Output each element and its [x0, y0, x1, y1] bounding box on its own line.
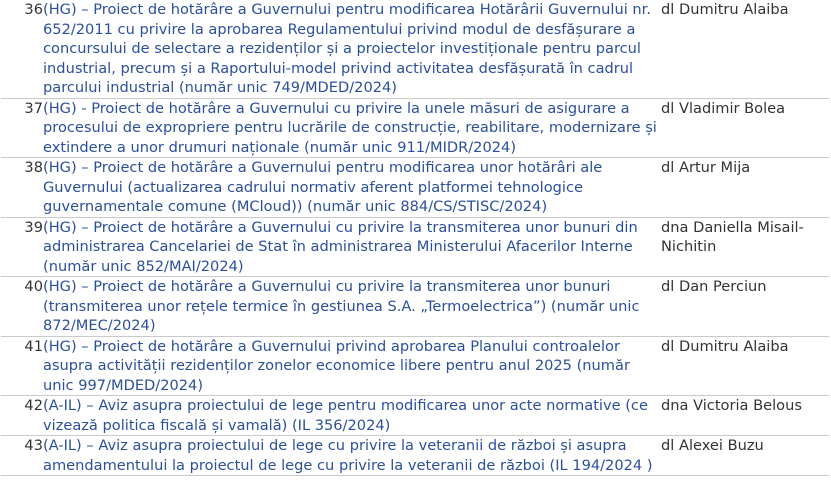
item-presenter: dl Artur Mija [661, 158, 829, 218]
item-number: 37 [1, 98, 43, 158]
table-row [1, 98, 829, 158]
table-row [1, 158, 829, 218]
item-title-link[interactable]: (HG) - Proiect de hotărâre a Guvernului cu privire la unele măsuri de asigurare a procesului de expropriere pentru lucrările de construcție, reabilitare, modernizare și extindere a unor drumuri naționale (număr unic 911/MIDR/2024) [43, 99, 657, 156]
item-number: 39 [1, 217, 43, 277]
item-title-link[interactable]: (HG) – Proiect de hotărâre a Guvernului cu privire la transmiterea unor bunuri (transmiterea unor rețele termice în gestiunea S.A. „Termoelectrica”) (număr unic 872/MEC/2024) [43, 278, 640, 334]
item-presenter: dl Vladimir Bolea [661, 98, 829, 158]
item-title-link[interactable]: (HG) – Proiect de hotărâre a Guvernului pentru modificarea Hotărârii Guvernului nr. 652/2011 cu privire la aprobarea Regulamentului privind modul de desfășurare a concursului de selectare a rezidenților și a proiectelor investiționale pentru parcul industrial, precum și a Raportului-model privind activitatea desfășurată în cadrul parcului industrial (număr unic 749/MDED/2024) [43, 1, 651, 96]
item-presenter: dna Daniella Misail-Nichitin [661, 217, 829, 277]
agenda-table [1, 0, 829, 476]
item-title-link[interactable]: (HG) – Proiect de hotărâre a Guvernului cu privire la transmiterea unor bunuri din administrarea Cancelariei de Stat în administrarea Ministerului Afacerilor Interne (număr unic 852/MAI/2024) [43, 218, 638, 275]
item-title-link[interactable]: (A-IL) – Aviz asupra proiectului de lege pentru modificarea unor acte normative (ce vizează politica fiscală și vamală) (IL 356/2024) [43, 397, 648, 434]
table-row [1, 436, 829, 476]
item-presenter: dl Dumitru Alaiba [661, 0, 829, 98]
table-row [1, 277, 829, 337]
table-row [1, 396, 829, 436]
item-title-link[interactable]: (HG) – Proiect de hotărâre a Guvernului pentru modificarea unor hotărâri ale Guvernului (actualizarea cadrului normativ aferent platformei tehnologice guvernamentale comune (MCloud)) (număr unic 884/CS/STISC/2024) [43, 159, 603, 215]
item-title-link[interactable]: (A-IL) – Aviz asupra proiectului de lege cu privire la veteranii de război și asupra amendamentului la proiectul de lege cu privire la veteranii de război (IL 194/2024 ) [43, 437, 653, 474]
item-number: 43 [1, 436, 43, 476]
item-number: 42 [1, 396, 43, 436]
item-number: 36 [1, 0, 43, 98]
item-number: 41 [1, 336, 43, 396]
item-presenter: dl Alexei Buzu [661, 436, 829, 476]
table-row [1, 0, 829, 98]
table-row [1, 336, 829, 396]
item-title-link[interactable]: (HG) – Proiect de hotărâre a Guvernului privind aprobarea Planului controalelor asupra activității rezidenților zonelor economice libere pentru anul 2025 (număr unic 997/MDED/2024) [43, 337, 630, 394]
item-number: 38 [1, 158, 43, 218]
item-presenter: dna Victoria Belous [661, 396, 829, 436]
item-presenter: dl Dumitru Alaiba [661, 336, 829, 396]
item-number: 40 [1, 277, 43, 337]
item-presenter: dl Dan Perciun [661, 277, 829, 337]
table-row [1, 217, 829, 277]
